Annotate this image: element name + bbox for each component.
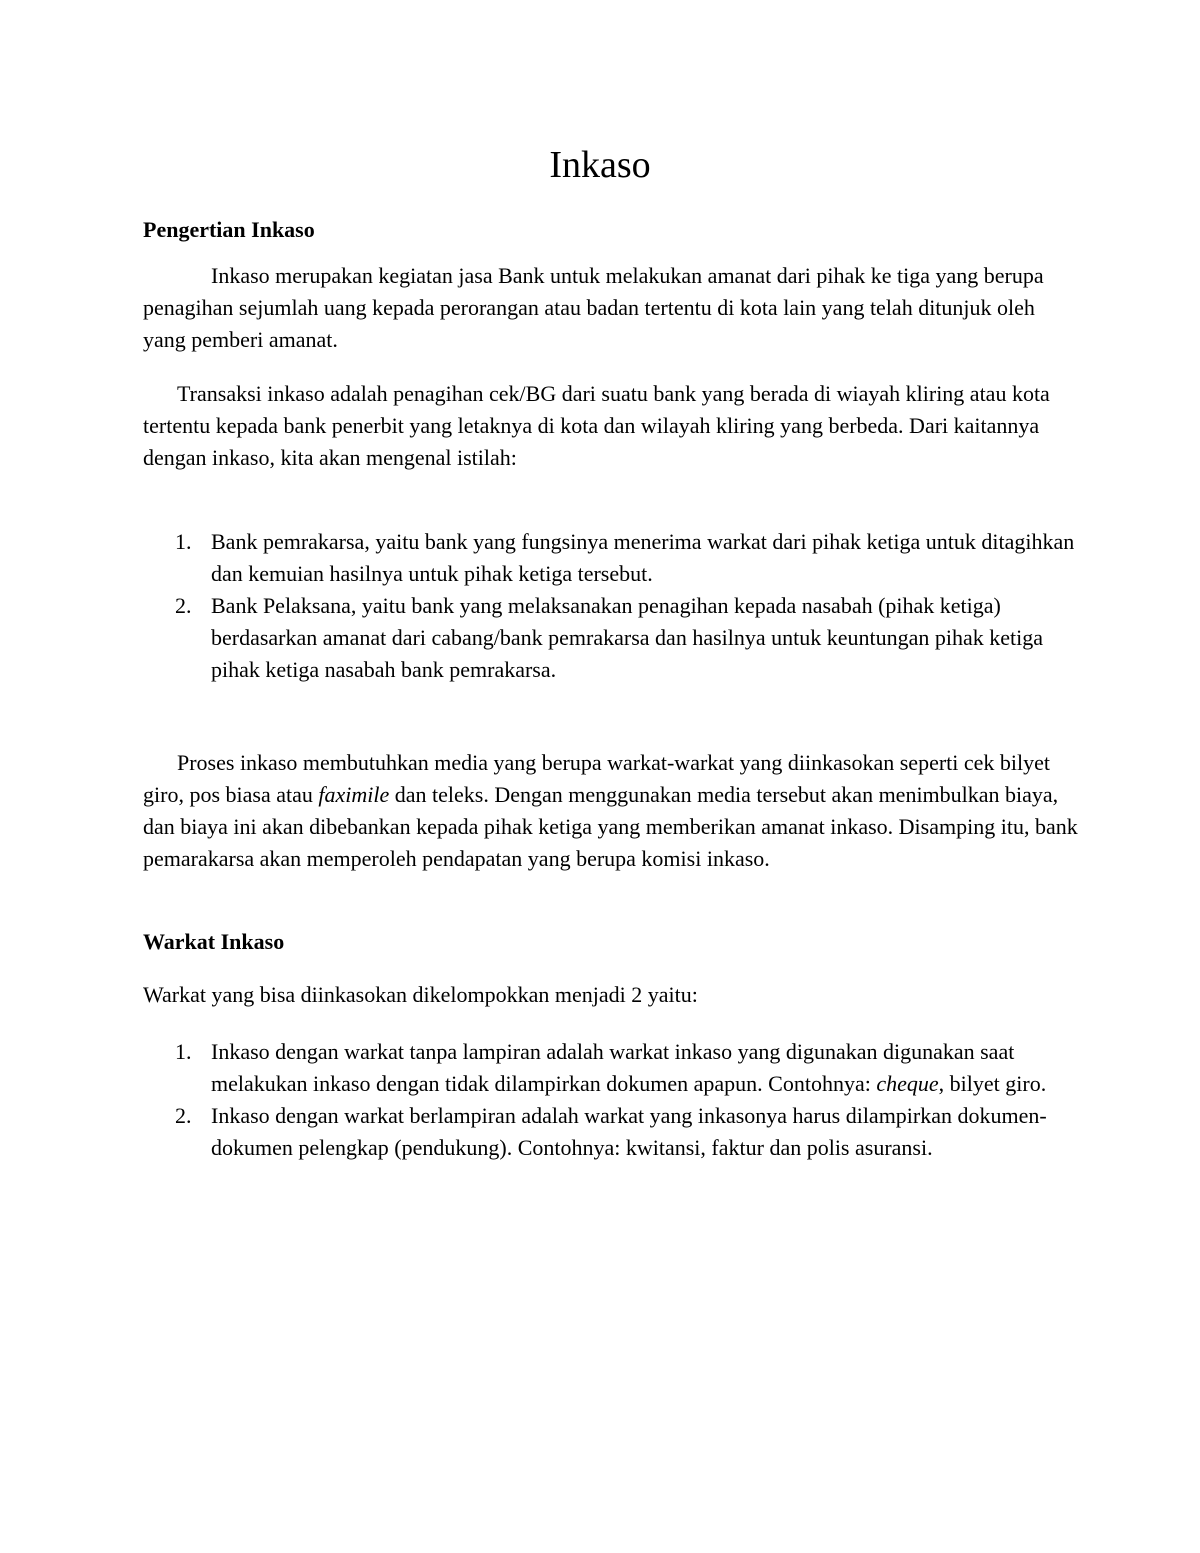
- list-number: 1.: [175, 1039, 192, 1064]
- list-item-text-end: , bilyet giro.: [938, 1071, 1047, 1096]
- list-item-text: Bank pemrakarsa, yaitu bank yang fungsinya menerima warkat dari pihak ketiga untuk ditagihkan dan kemuian hasilnya untuk pihak ketiga tersebut.: [211, 529, 1075, 586]
- warkat-types-list: [143, 1036, 1083, 1164]
- list-item-text: Inkaso dengan warkat berlampiran adalah warkat yang inkasonya harus dilampirkan dokumen-dokumen pelengkap (pendukung). Contohnya: kwitansi, faktur dan polis asuransi.: [211, 1103, 1047, 1160]
- section-heading-warkat: Warkat Inkaso: [143, 929, 285, 954]
- list-item-text: Bank Pelaksana, yaitu bank yang melaksanakan penagihan kepada nasabah (pihak ketiga) berdasarkan amanat dari cabang/bank pemrakarsa dan hasilnya untuk keuntungan pihak ketiga pihak ketiga nasabah bank pemrakarsa.: [211, 593, 1044, 682]
- section-heading-pengertian: Pengertian Inkaso: [143, 217, 315, 242]
- paragraph-process: [143, 747, 1083, 875]
- list-item: [143, 1100, 1083, 1164]
- paragraph-definition: Inkaso merupakan kegiatan jasa Bank untuk melakukan amanat dari pihak ke tiga yang berupa penagihan sejumlah uang kepada perorangan atau badan tertentu di kota lain yang telah ditunjuk oleh yang pemberi amanat.: [143, 263, 1044, 352]
- list-item: [143, 526, 1083, 590]
- list-number: 2.: [175, 593, 192, 618]
- list-number: 1.: [175, 529, 192, 554]
- list-item: [143, 1036, 1083, 1100]
- document-title: Inkaso: [549, 144, 651, 186]
- paragraph-transaction: Transaksi inkaso adalah penagihan cek/BG dari suatu bank yang berada di wiayah kliring atau kota tertentu kepada bank penerbit yang letaknya di kota dan wilayah kliring yang berbeda. Dari kaitannya dengan inkaso, kita akan mengenal istilah:: [143, 381, 1050, 470]
- list-item-italic: cheque: [876, 1071, 939, 1096]
- bank-roles-list: [143, 526, 1083, 686]
- list-number: 2.: [175, 1103, 192, 1128]
- list-item: [143, 590, 1083, 686]
- paragraph-process-text-2: dan teleks. Dengan menggunakan media tersebut akan menimbulkan biaya, dan biaya ini akan dibebankan kepada pihak ketiga yang memberikan amanat inkaso. Disamping itu, bank pemarakarsa akan memperoleh pendapatan yang berupa komisi inkaso.: [143, 782, 1078, 871]
- paragraph-warkat-intro: Warkat yang bisa diinkasokan dikelompokkan menjadi 2 yaitu:: [143, 982, 698, 1007]
- paragraph-process-italic: faximile: [318, 782, 390, 807]
- paragraph-process-text-1: Proses inkaso membutuhkan media yang berupa warkat-warkat yang diinkasokan seperti cek bilyet giro, pos biasa atau: [143, 750, 1051, 807]
- list-item-text: Inkaso dengan warkat tanpa lampiran adalah warkat inkaso yang digunakan digunakan saat melakukan inkaso dengan tidak dilampirkan dokumen apapun. Contohnya:: [211, 1039, 1015, 1096]
